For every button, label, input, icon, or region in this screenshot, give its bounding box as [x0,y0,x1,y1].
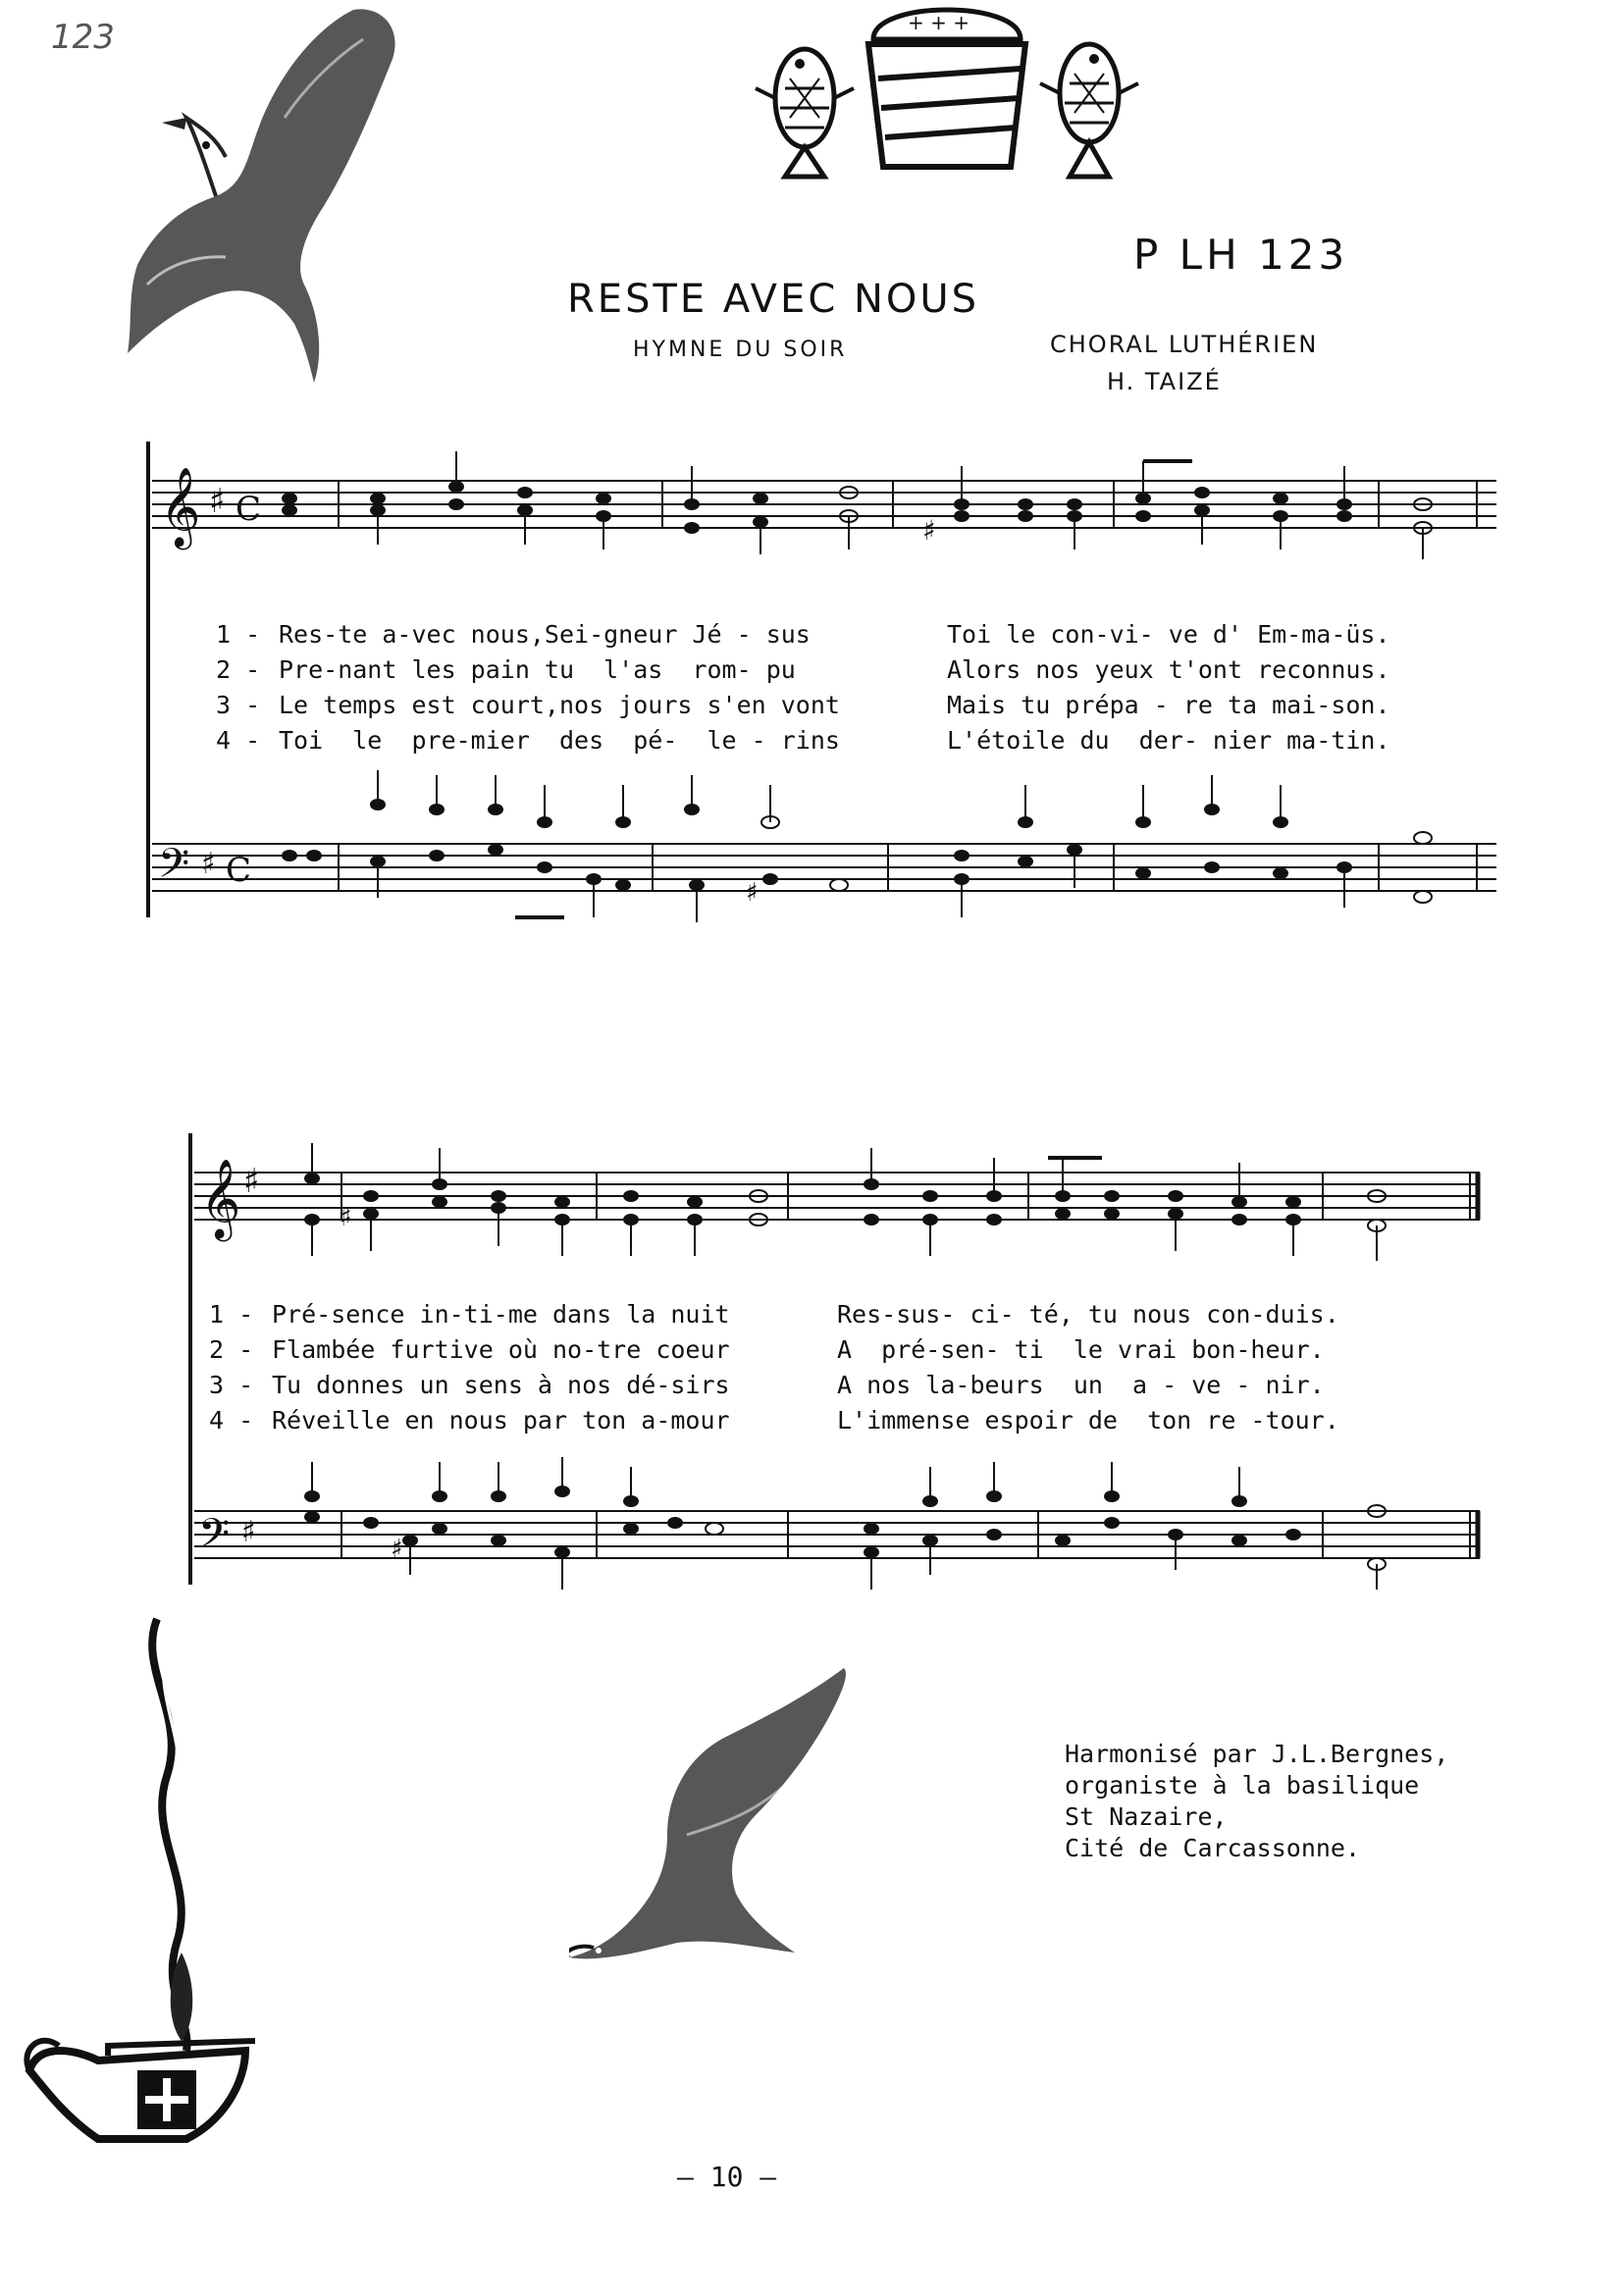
svg-text:♯: ♯ [340,1203,352,1232]
verse-number: 3 - [209,1371,254,1399]
credit-choral: CHORAL LUTHÉRIEN [1050,331,1319,358]
lyric-first-half: Réveille en nous par ton a-mour [272,1406,730,1434]
lyric-second-half: Res-sus- ci- té, tu nous con-duis. [837,1300,1339,1329]
verse-3-line-2 [209,1371,1455,1406]
bread-basket-icon [868,10,1025,167]
svg-text:𝄞: 𝄞 [200,1158,241,1238]
svg-text:♯: ♯ [201,847,216,881]
oil-lamp-illustration [20,1609,255,2178]
lyric-first-half: Res-te a-vec nous,Sei-gneur Jé - sus [279,620,811,649]
svg-text:C: C [236,490,262,529]
credit-line: Harmonisé par J.L.Bergnes, [1065,1740,1449,1768]
verse-number: 2 - [209,1335,254,1364]
lyric-second-half: L'immense espoir de ton re -tour. [837,1406,1339,1434]
lyric-second-half: Mais tu prépa - re ta mai-son. [947,691,1390,719]
svg-text:𝄢: 𝄢 [158,840,190,897]
svg-text:♯: ♯ [746,878,759,908]
lyric-first-half: Tu donnes un sens à nos dé-sirs [272,1371,730,1399]
verse-number: 3 - [216,691,261,719]
lyric-second-half: Alors nos yeux t'ont reconnus. [947,655,1390,684]
verse-2-line-2 [209,1335,1455,1371]
credit-line: St Nazaire, [1065,1802,1228,1831]
hymn-reference: P LH 123 [1133,231,1349,279]
svg-text:+ + +: + + + [908,11,969,34]
svg-text:♯: ♯ [391,1535,403,1564]
lyric-first-half: Pré-sence in-ti-me dans la nuit [272,1300,730,1329]
verse-number: 1 - [216,620,261,649]
credit-line: organiste à la basilique [1065,1771,1420,1799]
svg-text:♯: ♯ [922,514,936,547]
svg-text:♯: ♯ [209,482,226,521]
fish-icon-left [756,49,854,177]
lyric-first-half: Pre-nant les pain tu l'as rom- pu [279,655,796,684]
verse-number: 2 - [216,655,261,684]
lyric-second-half: L'étoile du der- nier ma-tin. [947,726,1390,755]
page-corner-mark: 123 [51,18,115,57]
page-number: — 10 — [677,2161,777,2193]
lyric-first-half: Toi le pre-mier des pé- le - rins [279,726,840,755]
svg-text:C: C [226,851,252,890]
lyric-first-half: Le temps est court,nos jours s'en vont [279,691,840,719]
svg-text:♯: ♯ [241,1515,256,1549]
bird-illustration-bottom [569,1658,864,1992]
page-subtitle: HYMNE DU SOIR [633,338,848,362]
verse-number: 1 - [209,1300,254,1329]
credit-line: Cité de Carcassonne. [1065,1834,1361,1862]
page-title: RESTE AVEC NOUS [567,277,980,322]
verse-1-line-2 [209,1300,1455,1335]
svg-text:𝄢: 𝄢 [198,1510,231,1567]
lyric-second-half: A nos la-beurs un a - ve - nir. [837,1371,1325,1399]
verse-2-line-1 [216,655,1462,691]
credit-taize: H. TAIZÉ [1107,368,1222,395]
svg-text:𝄞: 𝄞 [160,466,201,547]
fish-and-bread-emblem [707,0,1178,196]
fish-icon-right [1040,44,1138,177]
svg-text:♯: ♯ [243,1162,260,1201]
verse-4-line-1 [216,726,1462,761]
lyric-second-half: Toi le con-vi- ve d' Em-ma-üs. [947,620,1390,649]
verse-number: 4 - [209,1406,254,1434]
bird-illustration-top [69,0,422,402]
verse-4-line-2 [209,1406,1455,1441]
harmonization-credit [1065,1739,1448,1864]
lyric-first-half: Flambée furtive où no-tre coeur [272,1335,730,1364]
verse-3-line-1 [216,691,1462,726]
verse-number: 4 - [216,726,261,755]
lyric-second-half: A pré-sen- ti le vrai bon-heur. [837,1335,1325,1364]
verse-1-line-1 [216,620,1462,655]
